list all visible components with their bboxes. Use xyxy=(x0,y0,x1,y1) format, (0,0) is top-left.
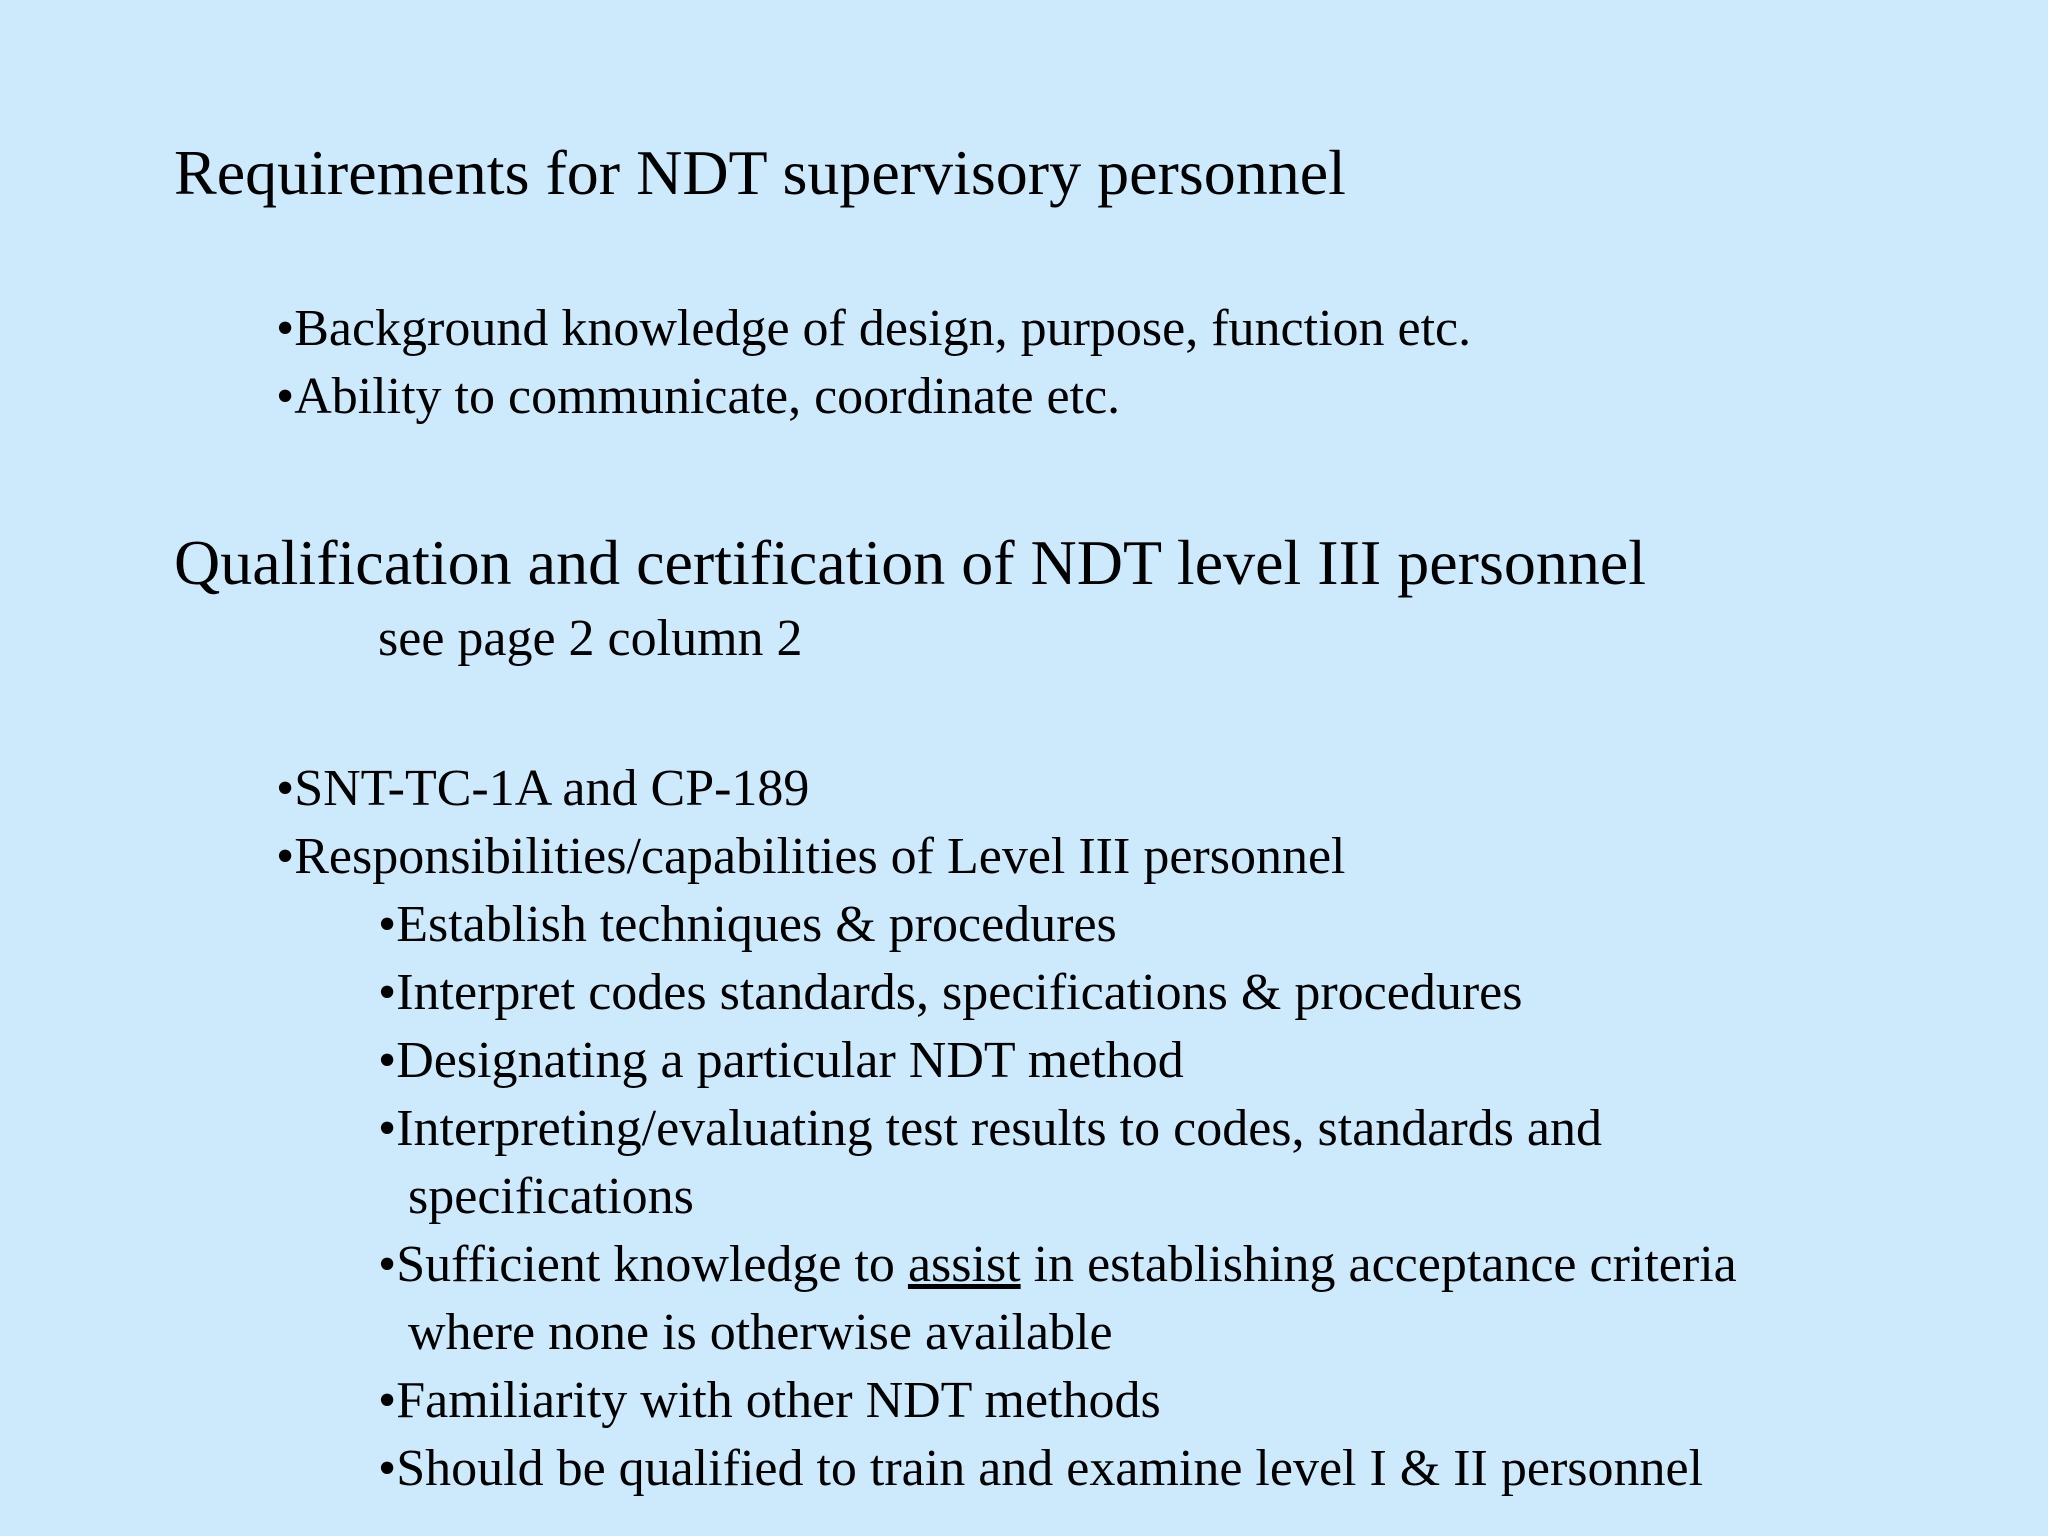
sub-bullet-familiarity: •Familiarity with other NDT methods xyxy=(378,1372,1161,1429)
sub-bullet-train-and-examine: •Should be qualified to train and examine level I & II personnel xyxy=(378,1440,1704,1497)
sub-bullet-establish-techniques: •Establish techniques & procedures xyxy=(378,896,1117,953)
heading-level-iii-qualification: Qualification and certification of NDT level III personnel xyxy=(174,527,1647,598)
bullet-ability-to-communicate: •Ability to communicate, coordinate etc. xyxy=(276,368,1121,425)
sub-bullet-interpreting-results-continuation: specifications xyxy=(408,1168,694,1225)
heading-supervisory-requirements: Requirements for NDT supervisory personnel xyxy=(174,137,1346,208)
sub-bullet-designating-method: •Designating a particular NDT method xyxy=(378,1032,1184,1089)
sufficient-knowledge-prefix: •Sufficient knowledge to xyxy=(378,1236,908,1293)
bullet-responsibilities: •Responsibilities/capabilities of Level III personnel xyxy=(276,828,1346,885)
bullet-background-knowledge: •Background knowledge of design, purpose, function etc. xyxy=(276,300,1472,357)
sufficient-knowledge-suffix: in establishing acceptance criteria xyxy=(1020,1236,1737,1293)
sub-bullet-sufficient-knowledge xyxy=(378,1236,1737,1293)
sub-bullet-sufficient-knowledge-continuation: where none is otherwise available xyxy=(408,1304,1113,1361)
sub-bullet-interpret-codes: •Interpret codes standards, specifications & procedures xyxy=(378,964,1523,1021)
sub-bullet-interpreting-results: •Interpreting/evaluating test results to codes, standards and xyxy=(378,1100,1602,1157)
bullet-snt-tc-1a: •SNT-TC-1A and CP-189 xyxy=(276,760,810,817)
assist-underlined-word: assist xyxy=(907,1236,1021,1293)
reference-note: see page 2 column 2 xyxy=(378,610,803,667)
